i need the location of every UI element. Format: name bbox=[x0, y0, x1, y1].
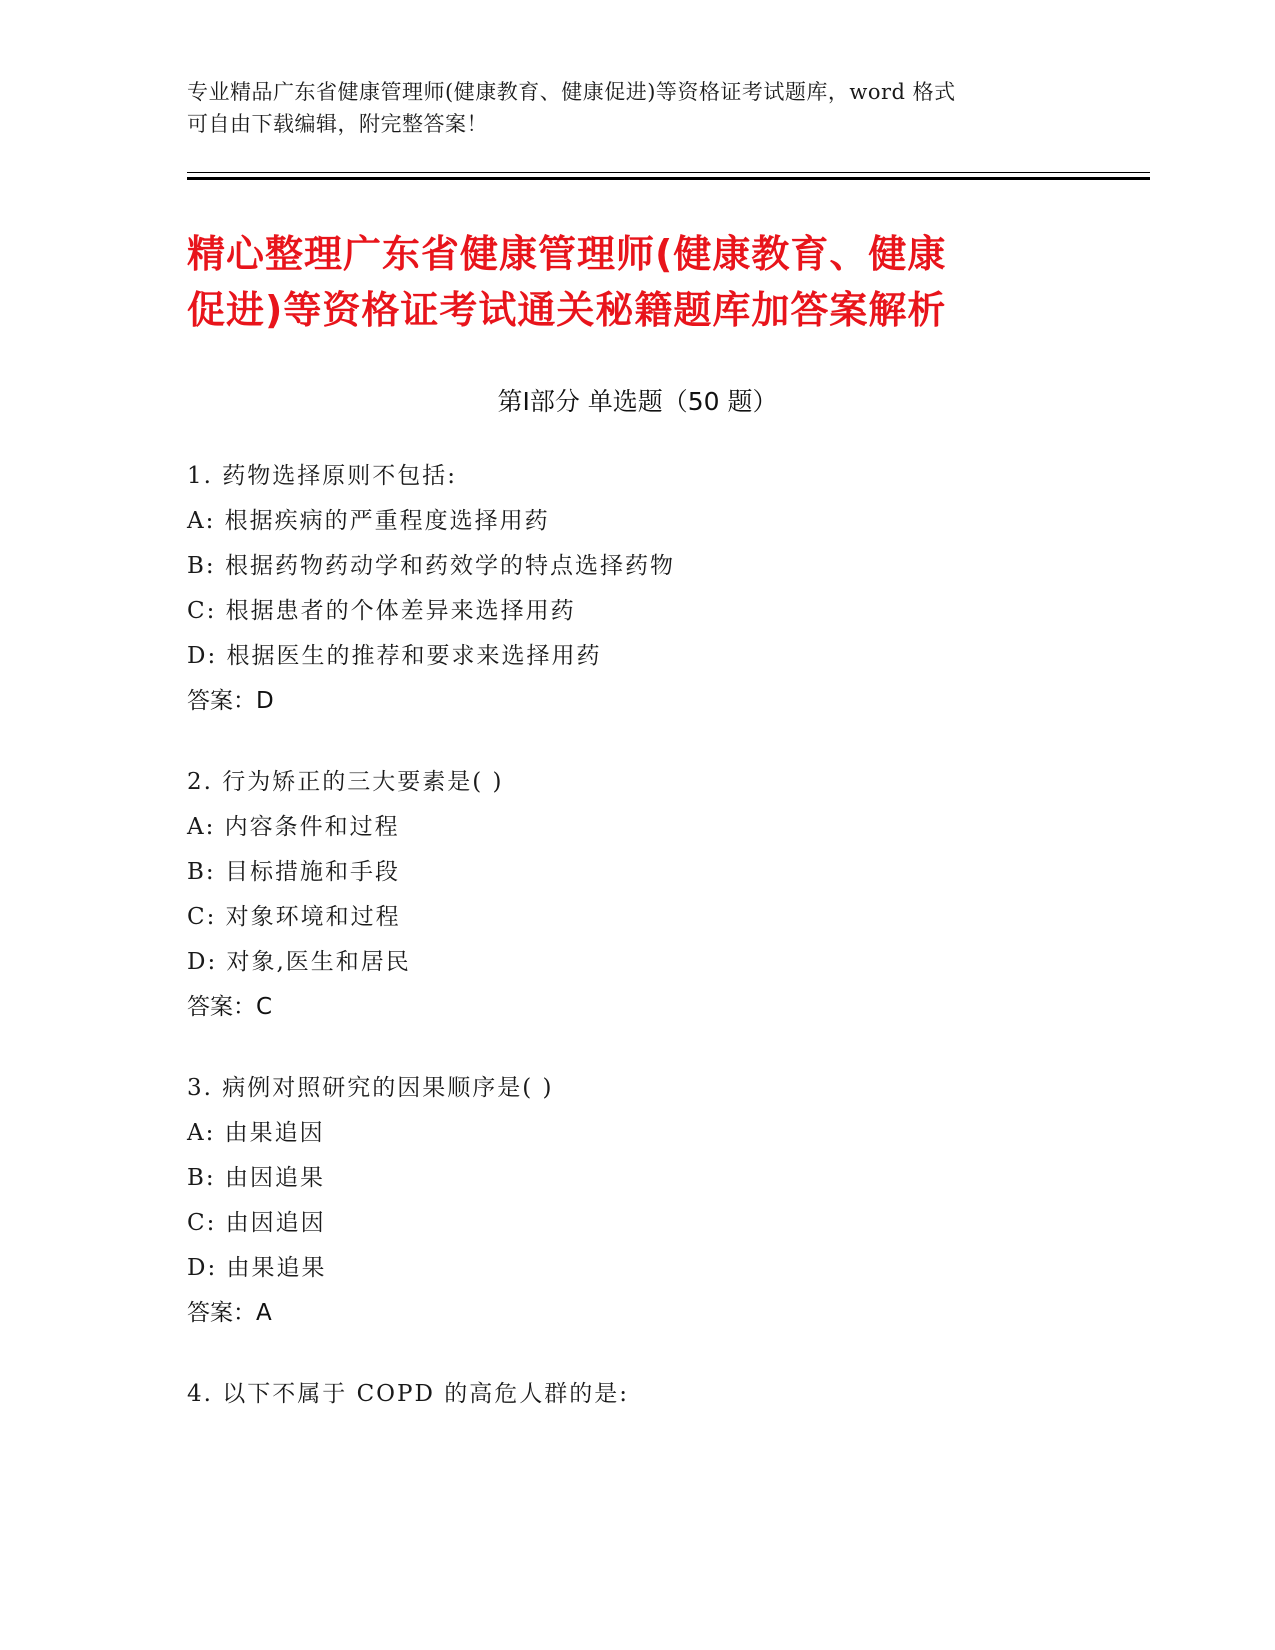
question-stem: 2. 行为矫正的三大要素是( ) bbox=[187, 769, 504, 795]
document-title-line-1: 精心整理广东省健康管理师(健康教育、健康 bbox=[187, 232, 947, 276]
question-stem: 1. 药物选择原则不包括: bbox=[187, 463, 458, 489]
option-d: D: 对象,医生和居民 bbox=[187, 949, 411, 975]
option-b: B: 由因追果 bbox=[187, 1165, 325, 1191]
section-heading: 第Ⅰ部分 单选题（50 题） bbox=[497, 387, 778, 416]
option-b: B: 目标措施和手段 bbox=[187, 859, 400, 885]
question-stem: 3. 病例对照研究的因果顺序是( ) bbox=[187, 1075, 554, 1101]
answer-line: 答案：C bbox=[187, 994, 273, 1020]
option-a: A: 根据疾病的严重程度选择用药 bbox=[187, 508, 550, 534]
option-c: C: 根据患者的个体差异来选择用药 bbox=[187, 598, 576, 624]
option-c: C: 由因追因 bbox=[187, 1210, 326, 1236]
question-2 bbox=[187, 760, 1087, 1030]
header-note-line-1: 专业精品广东省健康管理师(健康教育、健康促进)等资格证考试题库，word 格式 bbox=[187, 80, 956, 104]
option-b: B: 根据药物药动学和药效学的特点选择药物 bbox=[187, 553, 675, 579]
option-a: A: 内容条件和过程 bbox=[187, 814, 400, 840]
header-note bbox=[187, 76, 1067, 140]
document-title bbox=[187, 226, 1137, 338]
option-c: C: 对象环境和过程 bbox=[187, 904, 401, 930]
question-1 bbox=[187, 454, 1087, 724]
header-note-line-2: 可自由下载编辑，附完整答案！ bbox=[187, 112, 488, 136]
option-a: A: 由果追因 bbox=[187, 1120, 325, 1146]
header-divider-thick bbox=[187, 177, 1150, 180]
answer-line: 答案：D bbox=[187, 688, 274, 714]
question-3 bbox=[187, 1066, 1087, 1336]
option-d: D: 由果追果 bbox=[187, 1255, 327, 1281]
answer-line: 答案：A bbox=[187, 1300, 272, 1326]
question-4 bbox=[187, 1372, 1087, 1417]
document-title-line-2: 促进)等资格证考试通关秘籍题库加答案解析 bbox=[187, 288, 947, 332]
question-stem: 4. 以下不属于 COPD 的高危人群的是: bbox=[187, 1381, 629, 1407]
option-d: D: 根据医生的推荐和要求来选择用药 bbox=[187, 643, 602, 669]
header-divider-thin bbox=[187, 172, 1150, 173]
